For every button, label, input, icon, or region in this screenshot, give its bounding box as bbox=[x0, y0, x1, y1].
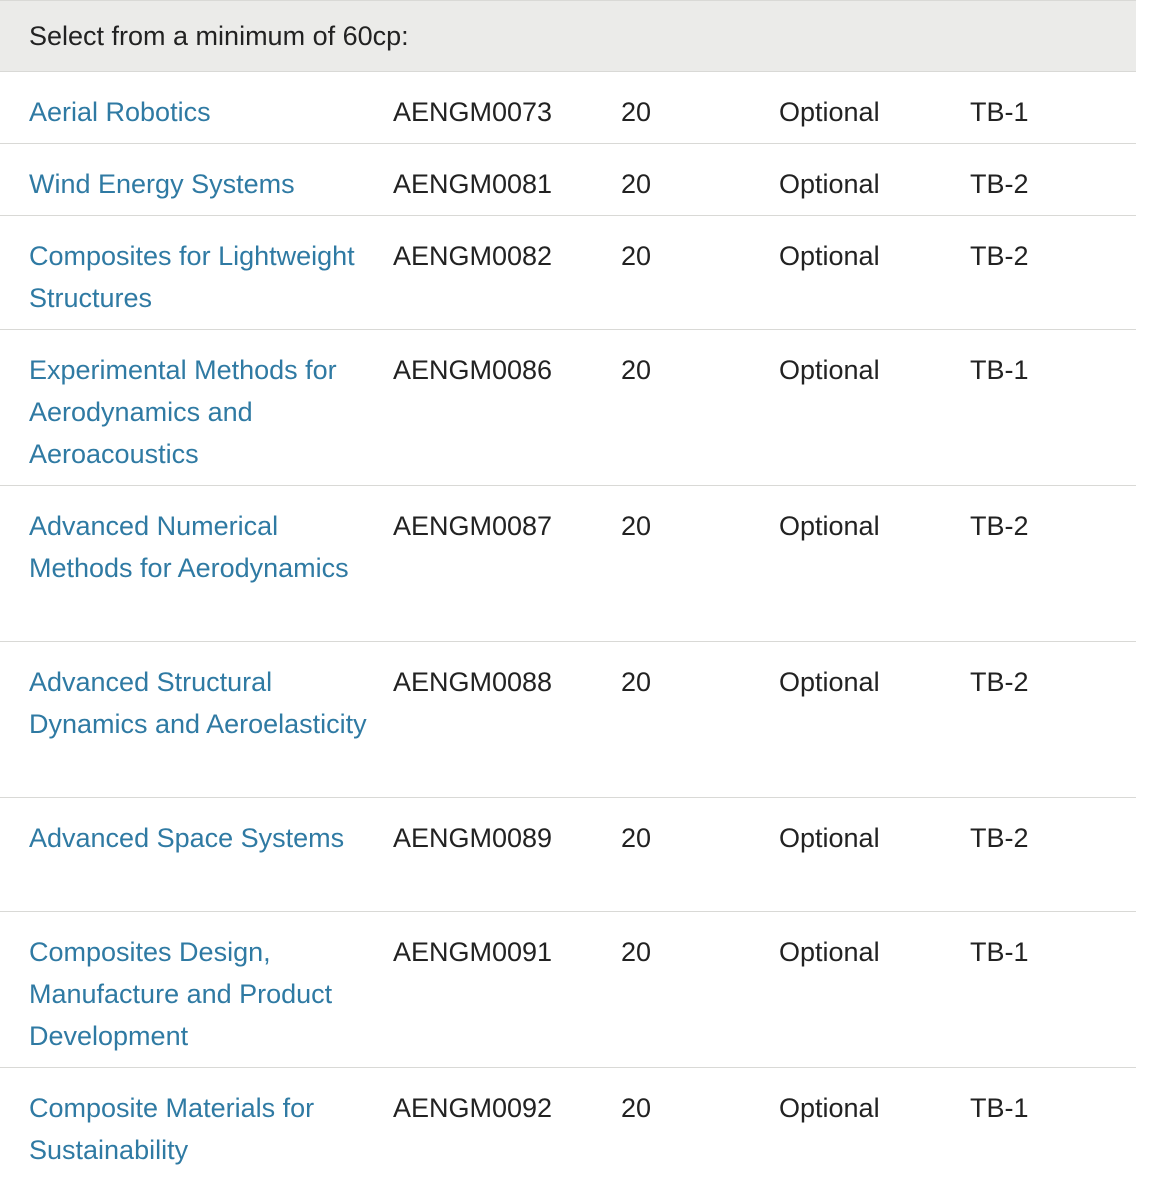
unit-teaching-block: TB-2 bbox=[970, 511, 1029, 541]
unit-credits: 20 bbox=[621, 511, 652, 541]
table-row bbox=[0, 486, 1136, 642]
unit-code: AENGM0091 bbox=[393, 937, 553, 967]
table-row bbox=[0, 72, 1136, 144]
unit-teaching-block: TB-2 bbox=[970, 823, 1029, 853]
unit-title-link[interactable]: Composites Design, Manufacture and Product Development bbox=[29, 937, 333, 1051]
unit-credits: 20 bbox=[621, 823, 652, 853]
unit-credits: 20 bbox=[621, 97, 652, 127]
unit-credits: 20 bbox=[621, 241, 652, 271]
table-row bbox=[0, 1068, 1136, 1172]
unit-code: AENGM0086 bbox=[393, 355, 553, 385]
unit-teaching-block: TB-1 bbox=[970, 1093, 1029, 1123]
unit-status: Optional bbox=[779, 169, 880, 199]
unit-teaching-block: TB-2 bbox=[970, 667, 1029, 697]
unit-title-link[interactable]: Experimental Methods for Aerodynamics and Aeroacoustics bbox=[29, 355, 337, 469]
unit-status: Optional bbox=[779, 937, 880, 967]
unit-title-link[interactable]: Advanced Structural Dynamics and Aeroelasticity bbox=[29, 667, 367, 739]
unit-status: Optional bbox=[779, 667, 880, 697]
unit-credits: 20 bbox=[621, 169, 652, 199]
unit-code: AENGM0087 bbox=[393, 511, 553, 541]
unit-code: AENGM0081 bbox=[393, 169, 553, 199]
section-header bbox=[0, 1, 1136, 72]
table-row bbox=[0, 216, 1136, 330]
unit-credits: 20 bbox=[621, 355, 652, 385]
unit-title-link[interactable]: Composites for Lightweight Structures bbox=[29, 241, 355, 313]
table-row bbox=[0, 912, 1136, 1068]
unit-credits: 20 bbox=[621, 667, 652, 697]
unit-status: Optional bbox=[779, 355, 880, 385]
table-row bbox=[0, 642, 1136, 798]
unit-teaching-block: TB-2 bbox=[970, 169, 1029, 199]
unit-title-link[interactable]: Aerial Robotics bbox=[29, 97, 211, 127]
unit-status: Optional bbox=[779, 241, 880, 271]
unit-teaching-block: TB-1 bbox=[970, 355, 1029, 385]
unit-status: Optional bbox=[779, 97, 880, 127]
unit-title-link[interactable]: Wind Energy Systems bbox=[29, 169, 295, 199]
unit-code: AENGM0073 bbox=[393, 97, 553, 127]
unit-code: AENGM0092 bbox=[393, 1093, 553, 1123]
unit-status: Optional bbox=[779, 511, 880, 541]
unit-title-link[interactable]: Advanced Space Systems bbox=[29, 823, 345, 853]
unit-credits: 20 bbox=[621, 937, 652, 967]
table-row bbox=[0, 144, 1136, 216]
unit-code: AENGM0088 bbox=[393, 667, 553, 697]
unit-credits: 20 bbox=[621, 1093, 652, 1123]
unit-teaching-block: TB-1 bbox=[970, 97, 1029, 127]
unit-teaching-block: TB-1 bbox=[970, 937, 1029, 967]
unit-code: AENGM0089 bbox=[393, 823, 553, 853]
unit-status: Optional bbox=[779, 823, 880, 853]
unit-title-link[interactable]: Advanced Numerical Methods for Aerodynamics bbox=[29, 511, 349, 583]
unit-title-link[interactable]: Composite Materials for Sustainability bbox=[29, 1093, 315, 1165]
table-row bbox=[0, 330, 1136, 486]
unit-code: AENGM0082 bbox=[393, 241, 553, 271]
table-row bbox=[0, 798, 1136, 912]
section-label: Select from a minimum of 60cp: bbox=[29, 21, 409, 51]
unit-status: Optional bbox=[779, 1093, 880, 1123]
unit-teaching-block: TB-2 bbox=[970, 241, 1029, 271]
